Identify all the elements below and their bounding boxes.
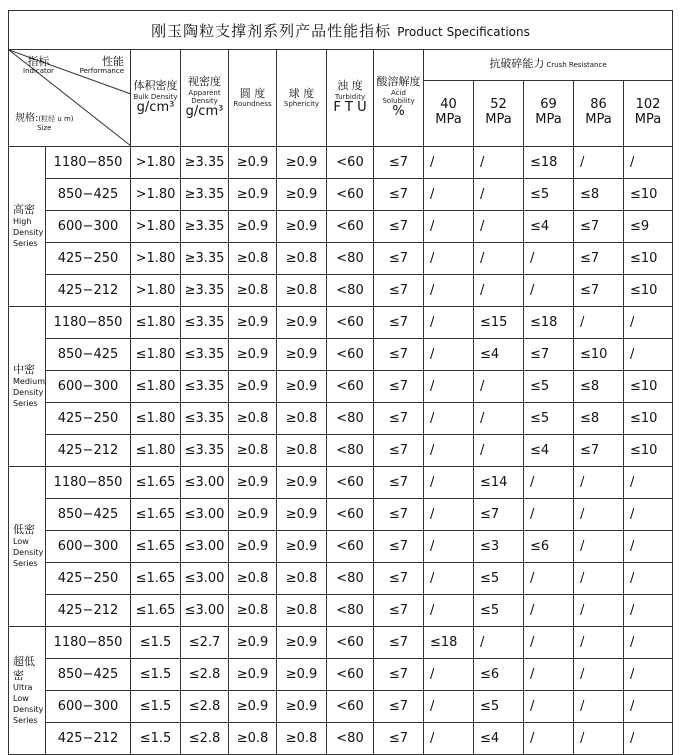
table-row	[9, 627, 673, 659]
header-roundness: 圆 度 Roundness	[229, 50, 277, 147]
round-cell: ≥0.9	[229, 179, 277, 211]
bulk-cell: >1.80	[131, 275, 181, 307]
crush-cell: /	[524, 627, 574, 659]
apparent-cell: ≤3.00	[181, 563, 229, 595]
crush-cell: /	[424, 659, 474, 691]
acid-cell: ≤7	[374, 499, 424, 531]
crush-cell: ≤7	[524, 339, 574, 371]
acid-cell: ≤7	[374, 691, 424, 723]
acid-cell: ≤7	[374, 659, 424, 691]
crush-cell: /	[624, 691, 673, 723]
bulk-cell: >1.80	[131, 179, 181, 211]
crush-cell: /	[474, 435, 524, 467]
turb-cell: <60	[327, 211, 374, 243]
apparent-cell: ≤3.00	[181, 595, 229, 627]
crush-cell: /	[624, 563, 673, 595]
crush-cell: ≤18	[524, 147, 574, 179]
bulk-cell: ≤1.5	[131, 691, 181, 723]
spec-table	[8, 10, 673, 755]
size-cell: 600−300	[46, 691, 131, 723]
size-cell: 425−250	[46, 563, 131, 595]
acid-cell: ≤7	[374, 723, 424, 755]
sphere-cell: ≥0.8	[277, 243, 327, 275]
size-cell: 1180−850	[46, 467, 131, 499]
acid-cell: ≤7	[374, 339, 424, 371]
acid-cell: ≤7	[374, 435, 424, 467]
turb-cell: <60	[327, 531, 374, 563]
bulk-cell: ≤1.80	[131, 403, 181, 435]
turb-cell: <60	[327, 499, 374, 531]
crush-cell: /	[424, 307, 474, 339]
acid-cell: ≤7	[374, 211, 424, 243]
sphere-cell: ≥0.9	[277, 147, 327, 179]
crush-cell: /	[424, 403, 474, 435]
crush-cell: ≤6	[474, 659, 524, 691]
crush-cell: /	[524, 563, 574, 595]
crush-cell: /	[524, 659, 574, 691]
pressure-header-69mpa: 69 MPa	[524, 80, 574, 146]
apparent-cell: ≥3.35	[181, 211, 229, 243]
sphere-cell: ≥0.9	[277, 467, 327, 499]
apparent-cell: ≤3.35	[181, 435, 229, 467]
table-row	[9, 467, 673, 499]
turb-cell: <60	[327, 307, 374, 339]
crush-cell: ≤7	[574, 211, 624, 243]
crush-cell: /	[524, 499, 574, 531]
size-cell: 425−212	[46, 275, 131, 307]
apparent-cell: ≤3.00	[181, 467, 229, 499]
crush-cell: /	[624, 627, 673, 659]
crush-cell: /	[474, 147, 524, 179]
apparent-cell: ≤2.8	[181, 659, 229, 691]
size-cell: 425−250	[46, 403, 131, 435]
bulk-cell: ≤1.65	[131, 531, 181, 563]
size-label: 规格:(粒经 u m) Size	[15, 113, 74, 132]
table-row	[9, 723, 673, 755]
crush-cell: /	[624, 147, 673, 179]
crush-cell: /	[424, 179, 474, 211]
size-cell: 1180−850	[46, 307, 131, 339]
series-label: 高密 High Density Series	[9, 147, 46, 307]
round-cell: ≥0.8	[229, 563, 277, 595]
apparent-cell: ≤3.35	[181, 339, 229, 371]
sphere-cell: ≥0.9	[277, 211, 327, 243]
bulk-cell: ≤1.65	[131, 563, 181, 595]
turb-cell: <60	[327, 371, 374, 403]
size-cell: 600−300	[46, 211, 131, 243]
apparent-cell: ≥3.35	[181, 147, 229, 179]
acid-cell: ≤7	[374, 307, 424, 339]
turb-cell: <80	[327, 563, 374, 595]
crush-cell: /	[574, 691, 624, 723]
turb-cell: <60	[327, 627, 374, 659]
apparent-cell: ≤2.8	[181, 723, 229, 755]
crush-cell: /	[424, 147, 474, 179]
sphere-cell: ≥0.8	[277, 275, 327, 307]
sphere-cell: ≥0.8	[277, 563, 327, 595]
table-body	[9, 147, 673, 755]
bulk-cell: ≤1.65	[131, 467, 181, 499]
apparent-cell: ≥3.35	[181, 243, 229, 275]
crush-cell: ≤10	[574, 339, 624, 371]
apparent-cell: ≤3.35	[181, 403, 229, 435]
series-label: 低密 Low Density Series	[9, 467, 46, 627]
bulk-cell: ≤1.80	[131, 307, 181, 339]
sphere-cell: ≥0.9	[277, 691, 327, 723]
bulk-cell: >1.80	[131, 211, 181, 243]
crush-cell: /	[424, 371, 474, 403]
crush-cell: ≤8	[574, 403, 624, 435]
crush-cell: ≤18	[524, 307, 574, 339]
crush-cell: /	[424, 275, 474, 307]
crush-cell: ≤5	[524, 403, 574, 435]
pressure-header-52mpa: 52 MPa	[474, 80, 524, 146]
size-cell: 850−425	[46, 659, 131, 691]
turb-cell: <60	[327, 179, 374, 211]
crush-cell: /	[424, 595, 474, 627]
size-cell: 425−212	[46, 435, 131, 467]
sphere-cell: ≥0.9	[277, 339, 327, 371]
table-row	[9, 275, 673, 307]
apparent-cell: ≤3.00	[181, 499, 229, 531]
apparent-cell: ≥3.35	[181, 275, 229, 307]
turb-cell: <60	[327, 147, 374, 179]
sphere-cell: ≥0.9	[277, 307, 327, 339]
pressure-header-102mpa: 102 MPa	[624, 80, 673, 146]
crush-cell: ≤4	[474, 339, 524, 371]
round-cell: ≥0.8	[229, 435, 277, 467]
crush-cell: /	[424, 499, 474, 531]
crush-cell: ≤10	[624, 243, 673, 275]
acid-cell: ≤7	[374, 147, 424, 179]
size-cell: 600−300	[46, 531, 131, 563]
indicator-label: 指标 Indicator	[23, 55, 54, 75]
sphere-cell: ≥0.9	[277, 371, 327, 403]
title-en: Product Specifications	[397, 24, 530, 39]
apparent-cell: ≤3.35	[181, 307, 229, 339]
sphere-cell: ≥0.8	[277, 435, 327, 467]
bulk-cell: ≤1.80	[131, 371, 181, 403]
bulk-cell: ≤1.5	[131, 659, 181, 691]
turb-cell: <80	[327, 723, 374, 755]
crush-cell: ≤15	[474, 307, 524, 339]
bulk-cell: ≤1.5	[131, 723, 181, 755]
acid-cell: ≤7	[374, 627, 424, 659]
crush-cell: /	[524, 275, 574, 307]
sphere-cell: ≥0.8	[277, 595, 327, 627]
apparent-cell: ≤2.8	[181, 691, 229, 723]
sphere-cell: ≥0.9	[277, 531, 327, 563]
header-acid-solubility: 酸溶解度 Acid Solubility %	[374, 50, 424, 147]
acid-cell: ≤7	[374, 403, 424, 435]
acid-cell: ≤7	[374, 179, 424, 211]
crush-cell: /	[574, 723, 624, 755]
round-cell: ≥0.9	[229, 371, 277, 403]
table-row	[9, 563, 673, 595]
table-row	[9, 371, 673, 403]
crush-cell: ≤6	[524, 531, 574, 563]
crush-cell: /	[624, 723, 673, 755]
turb-cell: <80	[327, 243, 374, 275]
size-cell: 1180−850	[46, 147, 131, 179]
crush-cell: ≤7	[574, 435, 624, 467]
crush-cell: ≤3	[474, 531, 524, 563]
crush-cell: ≤4	[524, 435, 574, 467]
table-row	[9, 243, 673, 275]
crush-cell: ≤10	[624, 435, 673, 467]
turb-cell: <80	[327, 275, 374, 307]
turb-cell: <60	[327, 467, 374, 499]
turb-cell: <60	[327, 339, 374, 371]
crush-cell: /	[624, 467, 673, 499]
apparent-cell: ≤2.7	[181, 627, 229, 659]
bulk-cell: ≤1.80	[131, 435, 181, 467]
acid-cell: ≤7	[374, 531, 424, 563]
crush-cell: /	[424, 243, 474, 275]
crush-cell: ≤18	[424, 627, 474, 659]
sphere-cell: ≥0.9	[277, 627, 327, 659]
header-crush-resistance: 抗破碎能力 Crush Resistance	[424, 50, 673, 81]
table-row	[9, 659, 673, 691]
table-row	[9, 691, 673, 723]
crush-cell: /	[524, 691, 574, 723]
crush-cell: ≤7	[574, 243, 624, 275]
crush-cell: /	[574, 499, 624, 531]
round-cell: ≥0.8	[229, 723, 277, 755]
table-row	[9, 179, 673, 211]
series-label: 超低密 Ultra Low Density Series	[9, 627, 46, 755]
size-cell: 600−300	[46, 371, 131, 403]
pressure-header-86mpa: 86 MPa	[574, 80, 624, 146]
round-cell: ≥0.9	[229, 659, 277, 691]
table-row	[9, 435, 673, 467]
crush-cell: /	[424, 467, 474, 499]
crush-cell: /	[474, 275, 524, 307]
header-sphericity: 球 度 Sphericity	[277, 50, 327, 147]
header-bulk-density: 体积密度 Bulk Density g/cm³	[131, 50, 181, 147]
crush-cell: ≤7	[574, 275, 624, 307]
crush-cell: ≤14	[474, 467, 524, 499]
series-label: 中密 Medium Density Series	[9, 307, 46, 467]
crush-cell: /	[624, 307, 673, 339]
crush-cell: /	[474, 243, 524, 275]
table-row	[9, 211, 673, 243]
crush-cell: /	[524, 723, 574, 755]
bulk-cell: >1.80	[131, 243, 181, 275]
size-cell: 425−212	[46, 723, 131, 755]
crush-cell: ≤4	[474, 723, 524, 755]
crush-cell: ≤7	[474, 499, 524, 531]
crush-cell: /	[424, 531, 474, 563]
size-cell: 425−250	[46, 243, 131, 275]
crush-cell: /	[424, 723, 474, 755]
crush-cell: /	[624, 595, 673, 627]
bulk-cell: ≤1.5	[131, 627, 181, 659]
title-zh: 刚玉陶粒支撑剂系列产品性能指标	[151, 21, 392, 40]
sphere-cell: ≥0.9	[277, 179, 327, 211]
performance-label: 性能 Performance	[79, 55, 124, 75]
round-cell: ≥0.9	[229, 211, 277, 243]
bulk-cell: ≤1.80	[131, 339, 181, 371]
turb-cell: <80	[327, 595, 374, 627]
crush-cell: /	[424, 339, 474, 371]
bulk-cell: ≤1.65	[131, 499, 181, 531]
header-corner	[9, 50, 131, 147]
apparent-cell: ≥3.35	[181, 179, 229, 211]
crush-cell: /	[424, 563, 474, 595]
crush-cell: /	[574, 147, 624, 179]
round-cell: ≥0.8	[229, 275, 277, 307]
apparent-cell: ≤3.35	[181, 371, 229, 403]
crush-cell: /	[424, 435, 474, 467]
sphere-cell: ≥0.8	[277, 723, 327, 755]
acid-cell: ≤7	[374, 371, 424, 403]
crush-cell: /	[574, 307, 624, 339]
crush-cell: ≤5	[524, 371, 574, 403]
round-cell: ≥0.8	[229, 595, 277, 627]
size-cell: 850−425	[46, 499, 131, 531]
table-row	[9, 147, 673, 179]
round-cell: ≥0.8	[229, 403, 277, 435]
crush-cell: ≤5	[474, 563, 524, 595]
crush-cell: ≤5	[474, 691, 524, 723]
crush-cell: ≤10	[624, 371, 673, 403]
sphere-cell: ≥0.9	[277, 499, 327, 531]
turb-cell: <60	[327, 659, 374, 691]
crush-cell: /	[624, 499, 673, 531]
round-cell: ≥0.8	[229, 243, 277, 275]
round-cell: ≥0.9	[229, 147, 277, 179]
round-cell: ≥0.9	[229, 467, 277, 499]
turb-cell: <80	[327, 435, 374, 467]
crush-cell: ≤5	[524, 179, 574, 211]
crush-cell: ≤10	[624, 275, 673, 307]
size-cell: 425−212	[46, 595, 131, 627]
table-row	[9, 339, 673, 371]
crush-cell: ≤8	[574, 179, 624, 211]
crush-cell: ≤8	[574, 371, 624, 403]
round-cell: ≥0.9	[229, 531, 277, 563]
crush-cell: /	[624, 531, 673, 563]
crush-cell: /	[524, 595, 574, 627]
crush-cell: /	[524, 243, 574, 275]
crush-cell: /	[574, 595, 624, 627]
bulk-cell: ≤1.65	[131, 595, 181, 627]
table-row	[9, 595, 673, 627]
crush-cell: /	[574, 659, 624, 691]
apparent-cell: ≤3.00	[181, 531, 229, 563]
turb-cell: <80	[327, 403, 374, 435]
round-cell: ≥0.9	[229, 627, 277, 659]
crush-cell: /	[474, 627, 524, 659]
acid-cell: ≤7	[374, 595, 424, 627]
crush-cell: /	[524, 467, 574, 499]
header-apparent-density: 视密度 Apparent Density g/cm³	[181, 50, 229, 147]
acid-cell: ≤7	[374, 275, 424, 307]
round-cell: ≥0.9	[229, 499, 277, 531]
acid-cell: ≤7	[374, 243, 424, 275]
acid-cell: ≤7	[374, 563, 424, 595]
crush-cell: ≤10	[624, 179, 673, 211]
table-row	[9, 531, 673, 563]
table-row	[9, 499, 673, 531]
crush-cell: /	[574, 531, 624, 563]
crush-cell: /	[424, 691, 474, 723]
table-row	[9, 403, 673, 435]
crush-cell: /	[624, 339, 673, 371]
crush-cell: /	[474, 179, 524, 211]
acid-cell: ≤7	[374, 467, 424, 499]
crush-cell: ≤9	[624, 211, 673, 243]
sphere-cell: ≥0.9	[277, 659, 327, 691]
crush-cell: /	[574, 627, 624, 659]
crush-cell: ≤4	[524, 211, 574, 243]
crush-cell: /	[474, 211, 524, 243]
size-cell: 850−425	[46, 339, 131, 371]
crush-cell: /	[574, 563, 624, 595]
round-cell: ≥0.9	[229, 339, 277, 371]
sphere-cell: ≥0.8	[277, 403, 327, 435]
crush-cell: /	[474, 403, 524, 435]
bulk-cell: >1.80	[131, 147, 181, 179]
turb-cell: <60	[327, 691, 374, 723]
crush-cell: /	[424, 211, 474, 243]
crush-cell: ≤10	[624, 403, 673, 435]
table-row	[9, 307, 673, 339]
pressure-header-40mpa: 40 MPa	[424, 80, 474, 146]
crush-cell: /	[474, 371, 524, 403]
size-cell: 1180−850	[46, 627, 131, 659]
size-cell: 850−425	[46, 179, 131, 211]
crush-cell: /	[624, 659, 673, 691]
round-cell: ≥0.9	[229, 307, 277, 339]
table-title	[9, 11, 673, 50]
crush-cell: ≤5	[474, 595, 524, 627]
round-cell: ≥0.9	[229, 691, 277, 723]
crush-cell: /	[574, 467, 624, 499]
header-turbidity: 浊 度 Turbidity F T U	[327, 50, 374, 147]
